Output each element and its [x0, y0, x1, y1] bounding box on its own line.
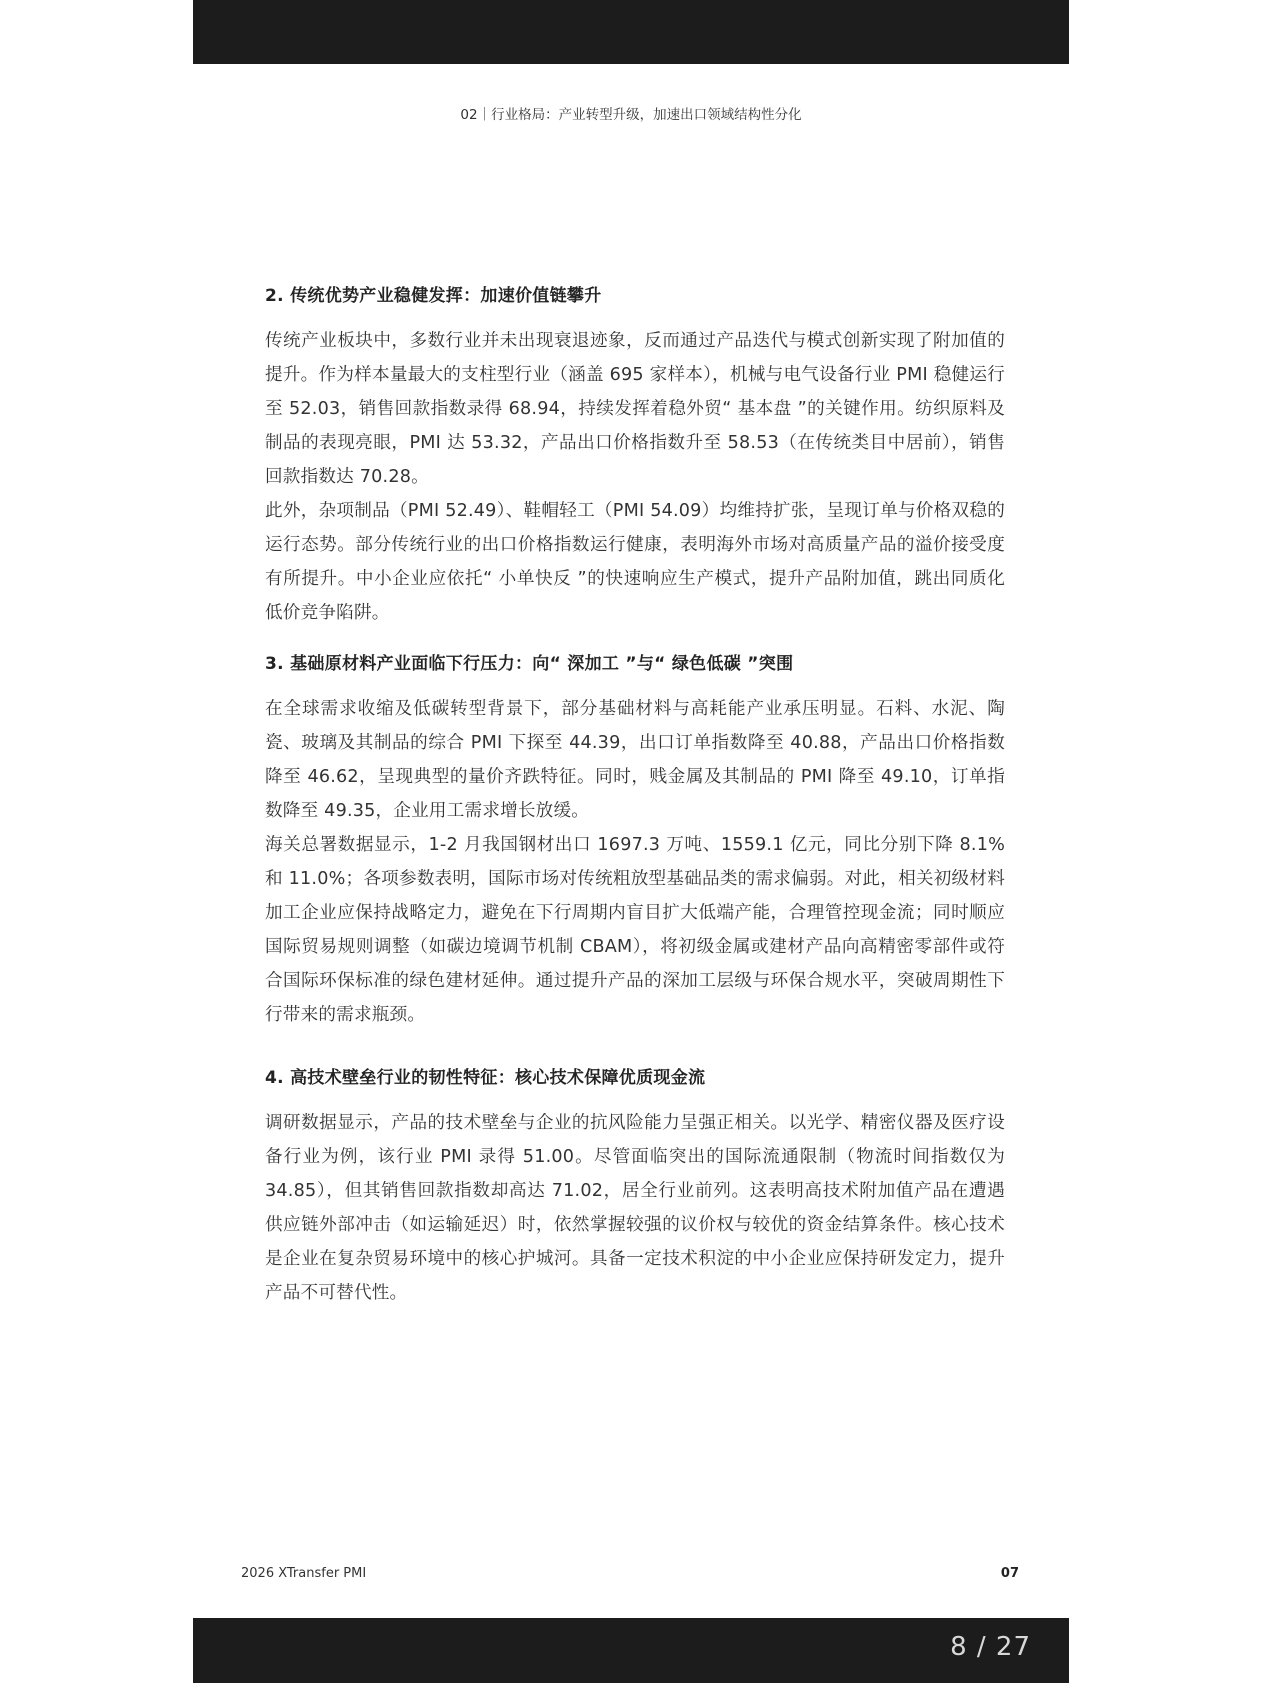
paragraph: 传统产业板块中，多数行业并未出现衰退迹象，反而通过产品迭代与模式创新实现了附加值的提升。作为样本量最大的支柱型行业（涵盖 695 家样本），机械与电气设备行业 PMI 稳健运行至 52.03，销售回款指数录得 68.94，持续发挥着稳外贸“ 基本盘 ”的关键作用。纺织原料及制品的表现亮眼，PMI 达 53.32，产品出口价格指数升至 58.53（在传统类目中居前），销售回款指数达 70.28。 [265, 331, 1005, 487]
section-title: 2. 传统优势产业稳健发挥：加速价值链攀升 [265, 286, 602, 306]
footer-publication: 2026 XTransfer PMI [241, 1566, 367, 1581]
section-raw-materials [265, 650, 1005, 1032]
running-header: 02｜行业格局：产业转型升级，加速出口领域结构性分化 [460, 107, 802, 123]
footer-page-number: 07 [1000, 1566, 1019, 1581]
paragraph: 调研数据显示，产品的技术壁垒与企业的抗风险能力呈强正相关。以光学、精密仪器及医疗设备行业为例，该行业 PMI 录得 51.00。尽管面临突出的国际流通限制（物流时间指数仅为 34.85），但其销售回款指数却高达 71.02，居全行业前列。这表明高技术附加值产品在遭遇供应链外部冲击（如运输延迟）时，依然掌握较强的议价权与较优的资金结算条件。核心技术是企业在复杂贸易环境中的核心护城河。具备一定技术积淀的中小企业应保持研发定力，提升产品不可替代性。 [265, 1113, 1005, 1303]
viewer-bottom-bar [193, 1618, 1069, 1683]
viewer-top-bar [193, 0, 1069, 64]
section-traditional-industries [265, 282, 1005, 630]
paragraph: 此外，杂项制品（PMI 52.49）、鞋帽轻工（PMI 54.09）均维持扩张，呈现订单与价格双稳的运行态势。部分传统行业的出口价格指数运行健康，表明海外市场对高质量产品的溢价接受度有所提升。中小企业应依托“ 小单快反 ”的快速响应生产模式，提升产品附加值，跳出同质化低价竞争陷阱。 [265, 501, 1005, 623]
paragraph: 在全球需求收缩及低碳转型背景下，部分基础材料与高耗能产业承压明显。石料、水泥、陶瓷、玻璃及其制品的综合 PMI 下探至 44.39，出口订单指数降至 40.88，产品出口价格指数降至 46.62，呈现典型的量价齐跌特征。同时，贱金属及其制品的 PMI 降至 49.10，订单指数降至 49.35，企业用工需求增长放缓。 [265, 699, 1005, 821]
section-high-tech [265, 1064, 1005, 1310]
section-title: 4. 高技术壁垒行业的韧性特征：核心技术保障优质现金流 [265, 1068, 706, 1088]
document-body [265, 282, 1005, 1310]
page-counter: 8 / 27 [950, 1632, 1031, 1662]
paragraph: 海关总署数据显示，1-2 月我国钢材出口 1697.3 万吨、1559.1 亿元，同比分别下降 8.1% 和 11.0%；各项参数表明，国际市场对传统粗放型基础品类的需求偏弱。对此，相关初级材料加工企业应保持战略定力，避免在下行周期内盲目扩大低端产能，合理管控现金流；同时顺应国际贸易规则调整（如碳边境调节机制 CBAM），将初级金属或建材产品向高精密零部件或符合国际环保标准的绿色建材延伸。通过提升产品的深加工层级与环保合规水平，突破周期性下行带来的需求瓶颈。 [265, 835, 1005, 1025]
section-title: 3. 基础原材料产业面临下行压力：向“ 深加工 ”与“ 绿色低碳 ”突围 [265, 654, 794, 674]
